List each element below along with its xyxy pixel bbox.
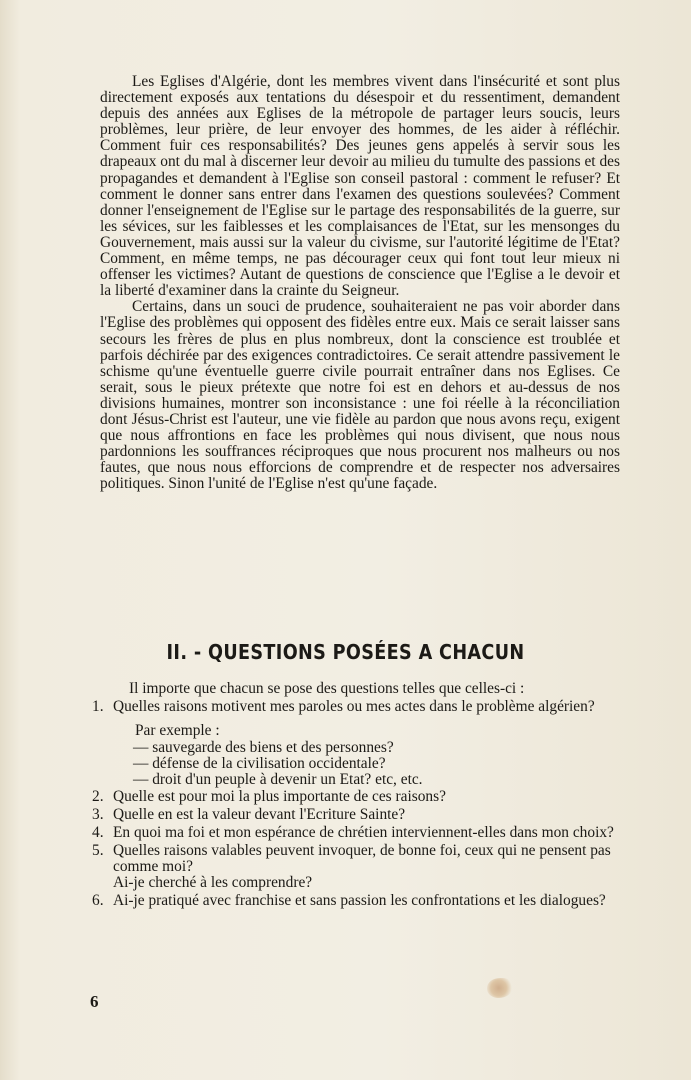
section-intro: Il importe que chacun se pose des questions telles que celles-ci :: [129, 680, 525, 697]
body-text: [100, 74, 620, 492]
question-item: [92, 825, 620, 841]
question-number: 3.: [92, 806, 104, 824]
paragraph-1: Les Eglises d'Algérie, dont les membres vivent dans l'insécurité et sont plus directement exposés aux tentations du désespoir et du ressentiment, demandent depuis des années aux Eglises de la métropole de partager leurs soucis, leurs problèmes, leur prière, de leur envoyer des hommes, de les aider à réfléchir. Comment fuir ces responsabilités? Des jeunes gens appelés à servir sous les drapeaux ont du mal à discerner leur devoir au milieu du tumulte des passions et des propagandes et demandent à l'Eglise son conseil pastoral : comment le refuser? Et comment le donner sans entrer dans l'examen des questions soulevées? Comment donner l'enseignement de l'Eglise sur le partage des responsabilités de la guerre, sur les sévices, sur les faiblesses et les complaisances de l'Etat, sur les mensonges du Gouvernement, mais aussi sur la valeur du civisme, sur l'autorité légitime de l'Etat? Comment, en même temps, ne pas décourager ceux qui font tout leur mieux ni offenser les victimes? Autant de questions de conscience que l'Eglise a le devoir et la liberté d'examiner dans la crainte du Seigneur.: [100, 73, 620, 300]
section-heading: II. - QUESTIONS POSÉES A CHACUN: [166, 640, 525, 664]
question-number: 2.: [92, 788, 104, 806]
question-text: Quelle est pour moi la plus importante de ces raisons?: [113, 788, 446, 806]
question-number: 4.: [92, 824, 104, 842]
question-text: Quelles raisons valables peuvent invoquer, de bonne foi, ceux qui ne pensent pas comme moi?: [113, 842, 611, 876]
question-number: 5.: [92, 842, 104, 860]
example-list: [133, 740, 620, 788]
paragraph-2: Certains, dans un souci de prudence, souhaiteraient ne pas voir aborder dans l'Eglise des problèmes qui opposent des fidèles entre eux. Mais ce serait laisser sans secours les frères de plus en plus nombreux, dont la conscience est troublée et parfois déchirée par des exigences contradictoires. Ce serait attendre passivement le schisme qu'une éventuelle guerre civile pourrait entraîner dans nos Eglises. Ce serait, sous le pieux prétexte que notre foi est en dehors et au-dessus de nos divisions humaines, montrer son inconsistance : une foi réelle à la réconciliation dont Jésus-Christ est l'auteur, une vie fidèle au pardon que nous avons reçu, exigent que nous affrontions en face les problèmes qui nous divisent, que nous nous pardonnions les souffrances réciproques que nous procurent nos malheurs ou nos fautes, que nous nous efforcions de comprendre et de respecter nos adversaires politiques. Sinon l'unité de l'Eglise n'est qu'une façade.: [100, 298, 620, 493]
question-text: Quelle en est la valeur devant l'Ecriture Sainte?: [113, 806, 406, 824]
question-text: En quoi ma foi et mon espérance de chrétien interviennent-elles dans mon choix?: [113, 824, 614, 842]
question-item: [92, 789, 620, 805]
question-text: Ai-je cherché à les comprendre?: [113, 873, 313, 891]
questions-list: [92, 681, 620, 909]
example-item: — défense de la civilisation occidentale?: [133, 754, 386, 772]
example-item: — sauvegarde des biens et des personnes?: [133, 738, 394, 756]
question-item: [92, 699, 620, 788]
question-text: Quelles raisons motivent mes paroles ou mes actes dans le problème algérien?: [113, 697, 595, 715]
question-number: 1.: [92, 697, 104, 715]
example-label: Par exemple :: [135, 721, 220, 739]
question-item: [92, 893, 620, 909]
page-number: 6: [90, 992, 99, 1011]
question-item: [92, 843, 620, 891]
paper-stain: [487, 978, 513, 998]
question-text: Ai-je pratiqué avec franchise et sans passion les confrontations et les dialogues?: [113, 891, 606, 909]
example-item: — droit d'un peuple à devenir un Etat? etc, etc.: [133, 770, 423, 788]
question-number: 6.: [92, 891, 104, 909]
question-item: [92, 807, 620, 823]
